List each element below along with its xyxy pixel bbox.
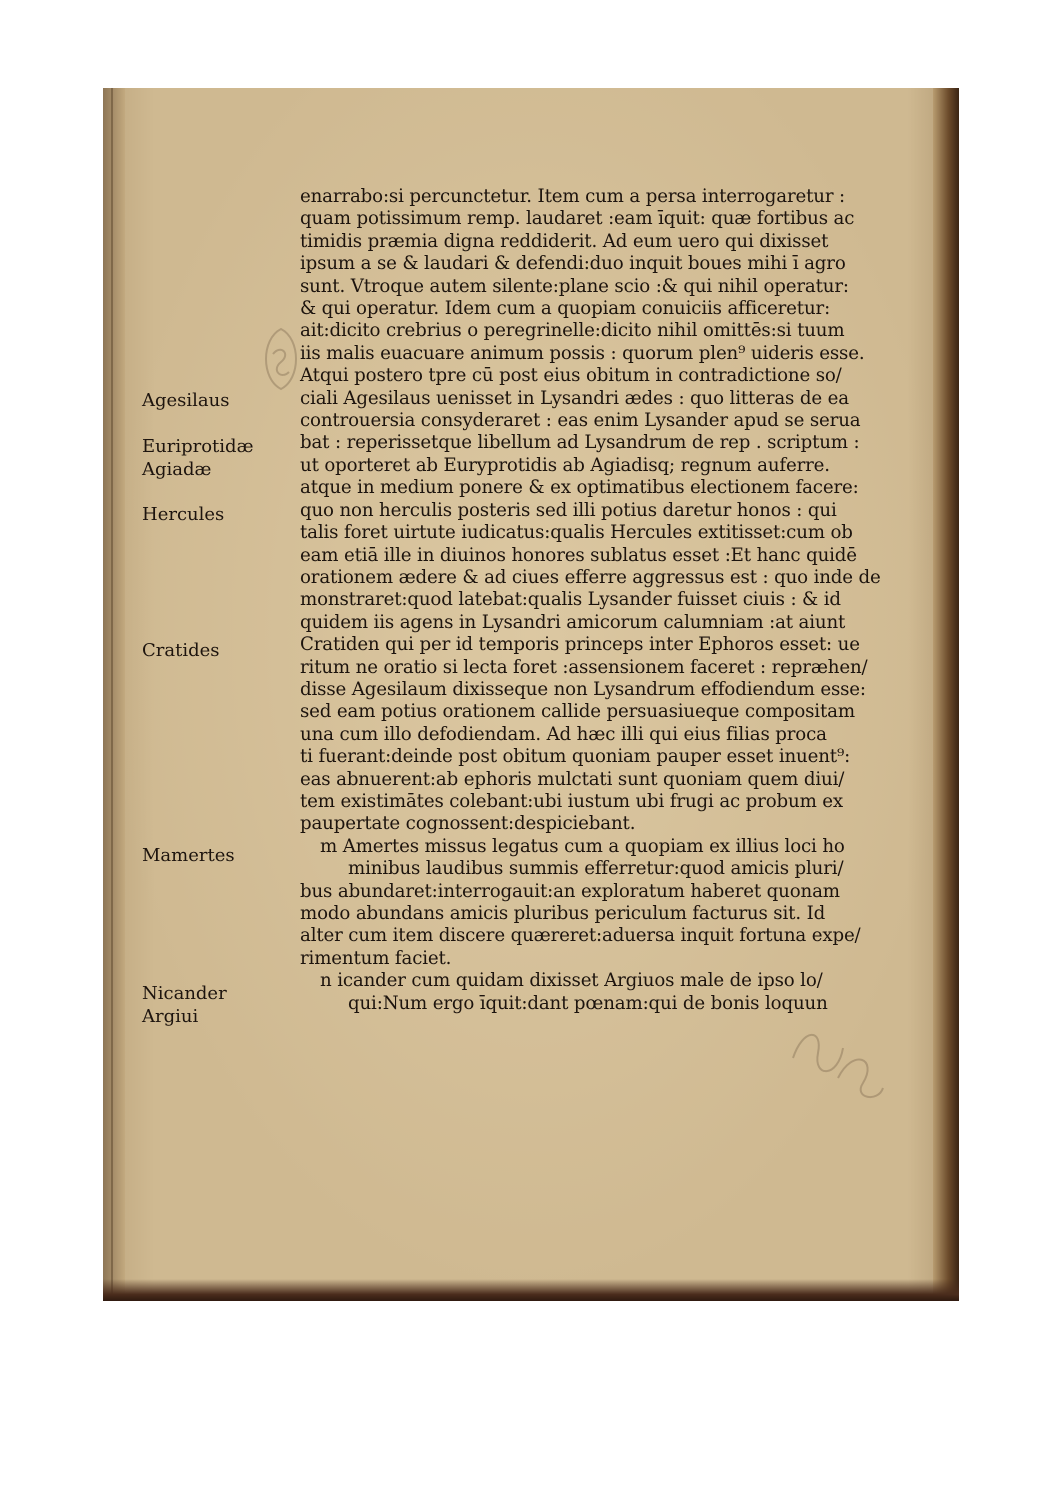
stamp-watermark-lower <box>783 1018 893 1108</box>
text-line: atque in medium ponere & ex optimatibus electionem facere: <box>300 477 859 499</box>
text-line: ipsum a se & laudari & defendi:duo inquit boues mihi ī agro <box>300 253 846 275</box>
text-line: alter cum item discere quæreret:aduersa inquit fortuna expe/ <box>300 925 861 947</box>
text-line: timidis præmia digna reddiderit. Ad eum uero qui dixisset <box>300 230 829 252</box>
margin-note-mamertes: Mamertes <box>142 845 235 866</box>
text-line: ti fuerant:deinde post obitum quoniam pauper esset inuent⁹: <box>300 746 851 768</box>
book-binding <box>103 88 125 1301</box>
text-line: minibus laudibus summis efferretur:quod amicis pluri/ <box>348 858 844 880</box>
text-line: Cratiden qui per id temporis princeps inter Ephoros esset: ue <box>300 634 860 656</box>
text-line: m Amertes missus legatus cum a quopiam ex illius loci ho <box>320 835 845 857</box>
text-line: rimentum faciet. <box>300 947 452 969</box>
text-line: paupertate cognossent:despiciebant. <box>300 813 636 835</box>
text-line: enarrabo:si percunctetur. Item cum a persa interrogaretur : <box>300 186 846 207</box>
text-line: eas abnuerent:ab ephoris mulctati sunt quoniam quem diui/ <box>300 768 845 790</box>
text-line: talis foret uirtute iudicatus:qualis Hercules extitisset:cum ob <box>300 522 853 544</box>
text-line: quidem iis agens in Lysandri amicorum calumniam :at aiunt <box>300 611 846 633</box>
main-text <box>300 186 890 1015</box>
text-line: Atqui postero tpre cū post eius obitum in contradictione so/ <box>300 365 842 387</box>
page-bottom-edge <box>103 1279 959 1301</box>
text-line: una cum illo defodiendam. Ad hæc illi qui eius filias proca <box>300 723 827 745</box>
text-line: ciali Agesilaus uenisset in Lysandri ædes : quo litteras de ea <box>300 387 849 409</box>
margin-note-agiadae: Agiadæ <box>142 459 212 480</box>
text-line: quam potissimum remp. laudaret :eam īquit: quæ fortibus ac <box>300 208 855 230</box>
text-line: ritum ne oratio si lecta foret :assensionem faceret : repræhen/ <box>300 656 868 678</box>
text-line: ut oporteret ab Euryprotidis ab Agiadisq; regnum auferre. <box>300 454 830 476</box>
page-scan <box>103 88 959 1301</box>
text-line: orationem ædere & ad ciues efferre aggressus est : quo inde de <box>300 566 881 588</box>
text-line: qui:Num ergo īquit:dant pœnam:qui de bonis loquun <box>348 992 828 1014</box>
text-line: sunt. Vtroque autem silente:plane scio :& qui nihil operatur: <box>300 275 849 297</box>
text-line: n icander cum quidam dixisset Argiuos male de ipso lo/ <box>320 970 823 992</box>
text-line: ait:dicito crebrius o peregrinelle:dicito nihil omittēs:si tuum <box>300 320 845 342</box>
margin-note-euriprotidae: Euriprotidæ <box>142 436 254 457</box>
text-line: bat : reperissetque libellum ad Lysandrum de rep . scriptum : <box>300 432 860 454</box>
margin-note-agesilaus: Agesilaus <box>142 390 230 411</box>
text-line: iis malis euacuare animum possis : quorum plen⁹ uideris esse. <box>300 342 865 364</box>
margin-note-hercules: Hercules <box>142 504 225 525</box>
text-line: quo non herculis posteris sed illi potius daretur honos : qui <box>300 499 837 521</box>
text-line: eam etiā ille in diuinos honores sublatus esset :Et hanc quidē <box>300 544 857 566</box>
text-line: controuersia consyderaret : eas enim Lysander apud se serua <box>300 410 861 432</box>
text-line: monstraret:quod latebat:qualis Lysander fuisset ciuis : & id <box>300 589 841 611</box>
text-line: tem existimātes colebant:ubi iustum ubi frugi ac probum ex <box>300 790 844 812</box>
text-line: disse Agesilaum dixisseque non Lysandrum effodiendum esse: <box>300 678 866 700</box>
text-line: modo abundans amicis pluribus periculum facturus sit. Id <box>300 903 826 924</box>
page-edge <box>933 88 959 1301</box>
margin-note-argiui: Argiui <box>142 1006 199 1027</box>
margin-note-nicander: Nicander <box>142 983 227 1004</box>
text-line: bus abundaret:interrogauit:an exploratum haberet quonam <box>300 880 840 902</box>
margin-note-cratides: Cratides <box>142 640 220 661</box>
text-line: & qui operatur. Idem cum a quopiam conuiciis afficeretur: <box>300 298 831 320</box>
text-line: sed eam potius orationem callide persuasiueque compositam <box>300 701 855 723</box>
